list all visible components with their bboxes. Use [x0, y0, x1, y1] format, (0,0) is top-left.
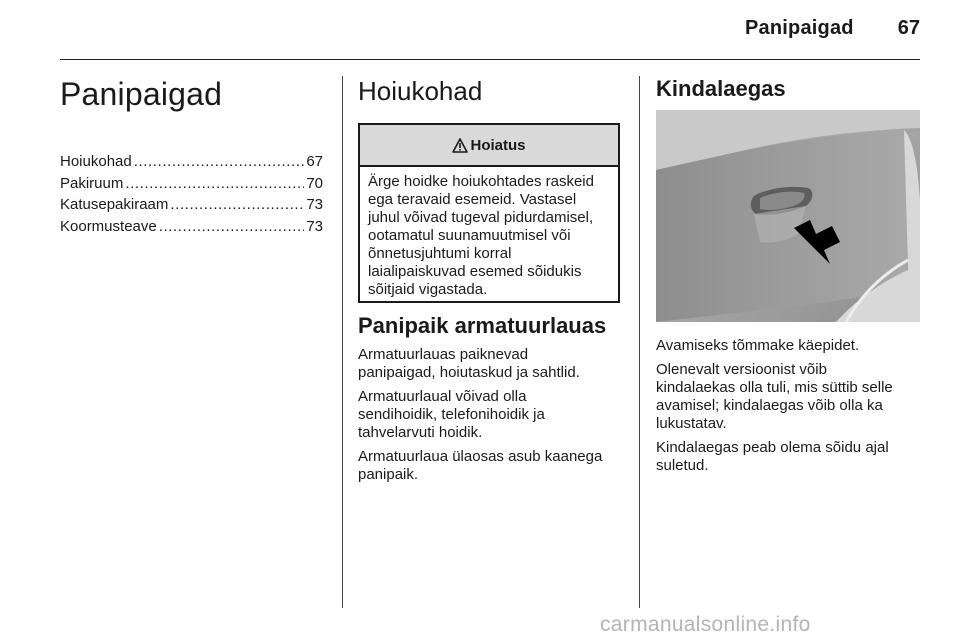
- toc-entry[interactable]: [60, 194, 323, 216]
- glovebox-handle-photo: [656, 110, 920, 322]
- section-title-kindalaegas: Kindalaegas: [656, 76, 786, 101]
- chapter-title: Panipaigad: [60, 76, 223, 112]
- warning-line: Ärge hoidke hoiukohtades raskeid: [368, 173, 594, 190]
- paragraph: [656, 337, 920, 355]
- text-line: sendihoidik, telefonihoidik ja: [358, 406, 545, 423]
- paragraph: [358, 388, 626, 442]
- text-line: lukustatav.: [656, 415, 727, 432]
- column-divider: [342, 76, 343, 608]
- body-text: [358, 346, 626, 490]
- warning-line: sõitjaid vigastada.: [368, 281, 488, 298]
- toc-entry-label: Hoiukohad: [60, 153, 132, 170]
- warning-line: laialipaiskuvad esemed sõidukis: [368, 263, 582, 280]
- toc-leader-dots: [134, 151, 305, 173]
- warning-line: õnnetusjuhtumi korral: [368, 245, 512, 262]
- warning-line: ega teravaid esemeid. Vastasel: [368, 191, 577, 208]
- warning-heading: [360, 125, 618, 167]
- warning-text: [360, 167, 618, 299]
- text-line: Avamiseks tõmmake käepidet.: [656, 337, 860, 354]
- toc-entry-page: 73: [306, 217, 323, 235]
- toc-entry-page: 70: [306, 174, 323, 192]
- text-line: avamisel; kindalaegas võib olla ka: [656, 397, 883, 414]
- page-number: 67: [897, 17, 920, 39]
- paragraph: [656, 361, 920, 433]
- table-of-contents: [60, 151, 323, 237]
- section-title-hoiukohad: Hoiukohad: [358, 76, 483, 106]
- toc-entry[interactable]: [60, 216, 323, 238]
- text-line: kindalaekas olla tuli, mis süttib selle: [656, 379, 893, 396]
- text-line: Armatuurlauas paiknevad: [358, 346, 529, 363]
- text-line: Armatuurlaual võivad olla: [358, 388, 527, 405]
- toc-entry-page: 73: [306, 196, 323, 213]
- text-line: panipaik.: [358, 466, 419, 483]
- paragraph: [358, 346, 626, 382]
- running-title: Panipaigad: [745, 17, 854, 39]
- toc-entry-label: Katusepakiraam: [60, 196, 169, 213]
- glovebox-illustration: [656, 110, 920, 322]
- warning-line: juhul võivad tugeval pidurdamisel,: [368, 209, 594, 226]
- toc-entry-label: Koormusteave: [60, 217, 157, 235]
- text-line: Armatuurlaua ülaosas asub kaanega: [358, 448, 603, 465]
- text-line: suletud.: [656, 457, 709, 474]
- toc-leader-dots: [170, 194, 304, 216]
- warning-heading-label: Hoiatus: [470, 136, 526, 154]
- toc-entry-page: 67: [306, 153, 323, 170]
- subsection-title-panipaik: Panipaik armatuurlauas: [358, 313, 607, 338]
- toc-entry[interactable]: [60, 151, 323, 173]
- header-divider: [60, 59, 920, 60]
- text-line: panipaigad, hoiutaskud ja sahtlid.: [358, 364, 580, 381]
- paragraph: [358, 448, 626, 484]
- text-line: Olenevalt versioonist võib: [656, 361, 827, 378]
- paragraph: [656, 439, 920, 475]
- watermark: carmanualsonline.info: [600, 613, 811, 636]
- toc-entry-label: Pakiruum: [60, 174, 124, 192]
- toc-entry[interactable]: [60, 173, 323, 195]
- toc-leader-dots: [125, 173, 304, 195]
- warning-triangle-icon: [452, 138, 468, 153]
- text-line: tahvelarvuti hoidik.: [358, 424, 483, 441]
- warning-line: ootamatul suunamuutmisel või: [368, 227, 571, 244]
- column-divider: [639, 76, 640, 608]
- body-text: [656, 337, 920, 481]
- warning-box: [358, 123, 620, 303]
- text-line: Kindalaegas peab olema sõidu ajal: [656, 439, 889, 456]
- toc-leader-dots: [159, 216, 305, 238]
